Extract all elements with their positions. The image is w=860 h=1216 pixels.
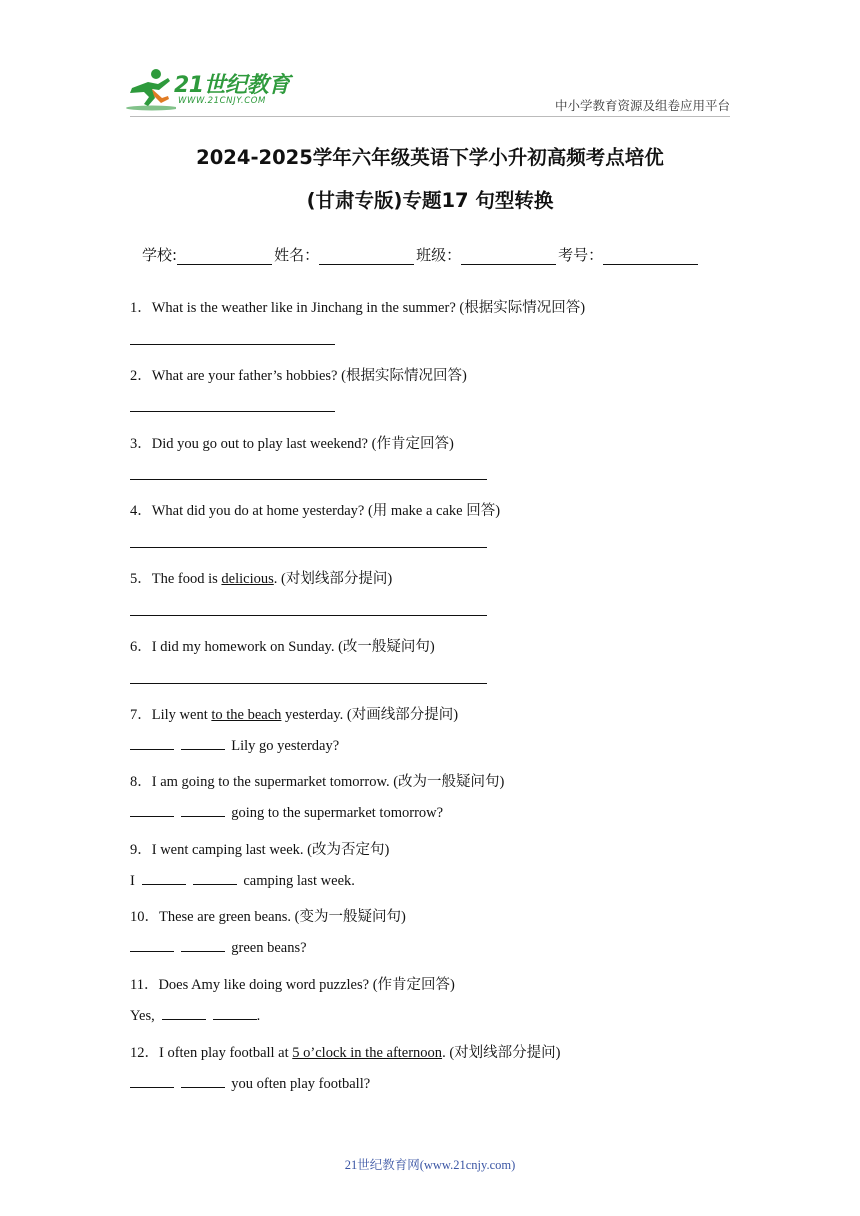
logo-url: WWW.21CNJY.COM: [178, 96, 266, 106]
underlined-phrase: to the beach: [211, 707, 282, 723]
underlined-phrase: 5 o’clock in the afternoon: [292, 1045, 443, 1061]
question-1: 1．What is the weather like in Jinchang in the summer? (根据实际情况回答): [130, 300, 586, 316]
blank[interactable]: [181, 737, 225, 750]
platform-name: 中小学教育资源及组卷应用平台: [554, 99, 730, 113]
answer-10: green beans?: [130, 939, 307, 957]
page-footer[interactable]: 21世纪教育网(www.21cnjy.com): [344, 1158, 516, 1172]
answer-line-5[interactable]: [130, 615, 487, 616]
question-6: 6．I did my homework on Sunday. (改一般疑问句): [130, 639, 435, 655]
student-info-row: [142, 244, 700, 265]
answer-7: Lily go yesterday?: [130, 737, 339, 755]
school-blank[interactable]: [177, 246, 272, 265]
question-10: 10．These are green beans. (变为一般疑问句): [130, 909, 406, 925]
blank[interactable]: [213, 1007, 257, 1020]
blank[interactable]: [162, 1007, 206, 1020]
blank[interactable]: [130, 939, 174, 952]
answer-line-3[interactable]: [130, 479, 487, 480]
blank[interactable]: [181, 939, 225, 952]
question-8: 8．I am going to the supermarket tomorrow. (改为一般疑问句): [130, 774, 505, 790]
answer-line-6[interactable]: [130, 683, 487, 684]
blank[interactable]: [130, 737, 174, 750]
question-7: 7．Lily went to the beach yesterday. (对画线部分提问): [130, 707, 459, 723]
question-3: 3．Did you go out to play last weekend? (作肯定回答): [130, 436, 454, 452]
page-subtitle: (甘肃专版)专题17 句型转换: [306, 189, 554, 212]
blank[interactable]: [130, 1075, 174, 1088]
question-4: 4．What did you do at home yesterday? (用 make a cake 回答): [130, 503, 501, 519]
answer-line-2[interactable]: [130, 411, 335, 412]
question-12: 12．I often play football at 5 o’clock in the afternoon. (对划线部分提问): [130, 1045, 561, 1061]
blank[interactable]: [130, 804, 174, 817]
page-title: 2024-2025学年六年级英语下学小升初高频考点培优: [196, 146, 664, 169]
answer-9: I camping last week.: [130, 873, 355, 889]
question-9: 9．I went camping last week. (改为否定句): [130, 842, 390, 858]
number-blank[interactable]: [603, 246, 698, 265]
blank[interactable]: [193, 872, 237, 885]
question-5: 5．The food is delicious. (对划线部分提问): [130, 571, 393, 587]
school-label: 学校:: [142, 246, 178, 264]
number-label: 考号：: [558, 246, 604, 264]
answer-8: going to the supermarket tomorrow?: [130, 804, 443, 822]
class-blank[interactable]: [461, 246, 556, 265]
page-header: [0, 0, 860, 120]
class-label: 班级：: [416, 246, 462, 264]
name-label: 姓名：: [274, 246, 320, 264]
answer-12: you often play football?: [130, 1075, 370, 1093]
answer-11: Yes, .: [130, 1008, 261, 1024]
logo: [122, 66, 292, 116]
underlined-phrase: delicious: [221, 571, 274, 587]
header-divider: [130, 116, 730, 117]
question-2: 2．What are your father’s hobbies? (根据实际情况回答): [130, 368, 467, 384]
logo-text: 21世纪教育: [174, 73, 290, 98]
question-11: 11．Does Amy like doing word puzzles? (作肯定回答): [130, 977, 455, 993]
blank[interactable]: [181, 1075, 225, 1088]
blank[interactable]: [142, 872, 186, 885]
blank[interactable]: [181, 804, 225, 817]
runner-logo-icon: [122, 66, 176, 114]
name-blank[interactable]: [319, 246, 414, 265]
answer-line-1[interactable]: [130, 344, 335, 345]
answer-line-4[interactable]: [130, 547, 487, 548]
